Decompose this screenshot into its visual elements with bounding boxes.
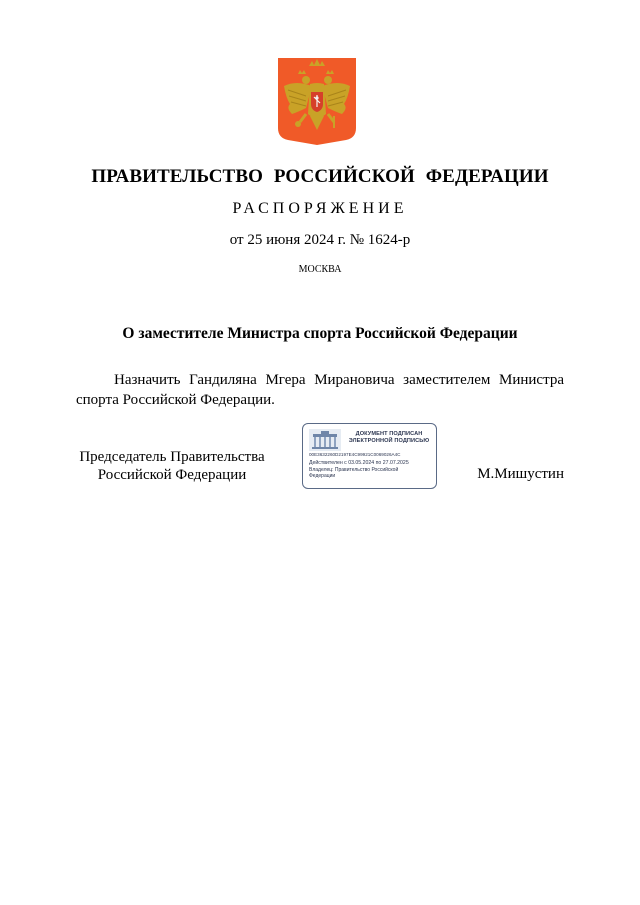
- coat-of-arms-icon: [276, 56, 358, 146]
- signer-title: [72, 448, 272, 484]
- signer-name: М.Мишустин: [477, 466, 564, 482]
- electronic-signature-stamp: [302, 423, 437, 489]
- signer-title-line-2: Российской Федерации: [97, 467, 247, 483]
- document-body: Назначить Гандиляна Мгера Мирановича заместителем Министра спорта Российской Федерации.: [76, 372, 564, 408]
- government-title: ПРАВИТЕЛЬСТВО РОССИЙСКОЙ ФЕДЕРАЦИИ: [91, 166, 549, 187]
- stamp-heading-line-2: ЭЛЕКТРОННОЙ ПОДПИСЬЮ: [348, 438, 430, 444]
- document-date-number: от 25 июня 2024 г. № 1624-р: [229, 232, 411, 248]
- stamp-heading: [343, 431, 435, 445]
- document-city: МОСКВА: [298, 264, 342, 275]
- stamp-heading-line-1: ДОКУМЕНТ ПОДПИСАН: [355, 431, 423, 437]
- document-type: РАСПОРЯЖЕНИЕ: [232, 200, 408, 217]
- government-building-icon: [309, 429, 341, 451]
- document-subject: О заместителе Министра спорта Российской Федерации: [122, 325, 518, 342]
- stamp-certificate: 00E3632260D2197E4C99921C0069026A4C: [309, 452, 401, 457]
- signer-title-line-1: Председатель Правительства: [79, 449, 265, 465]
- stamp-owner: Владелец: Правительство Российской Федерации: [309, 467, 399, 479]
- stamp-validity: Действителен с 03.05.2024 по 27.07.2025: [309, 460, 409, 466]
